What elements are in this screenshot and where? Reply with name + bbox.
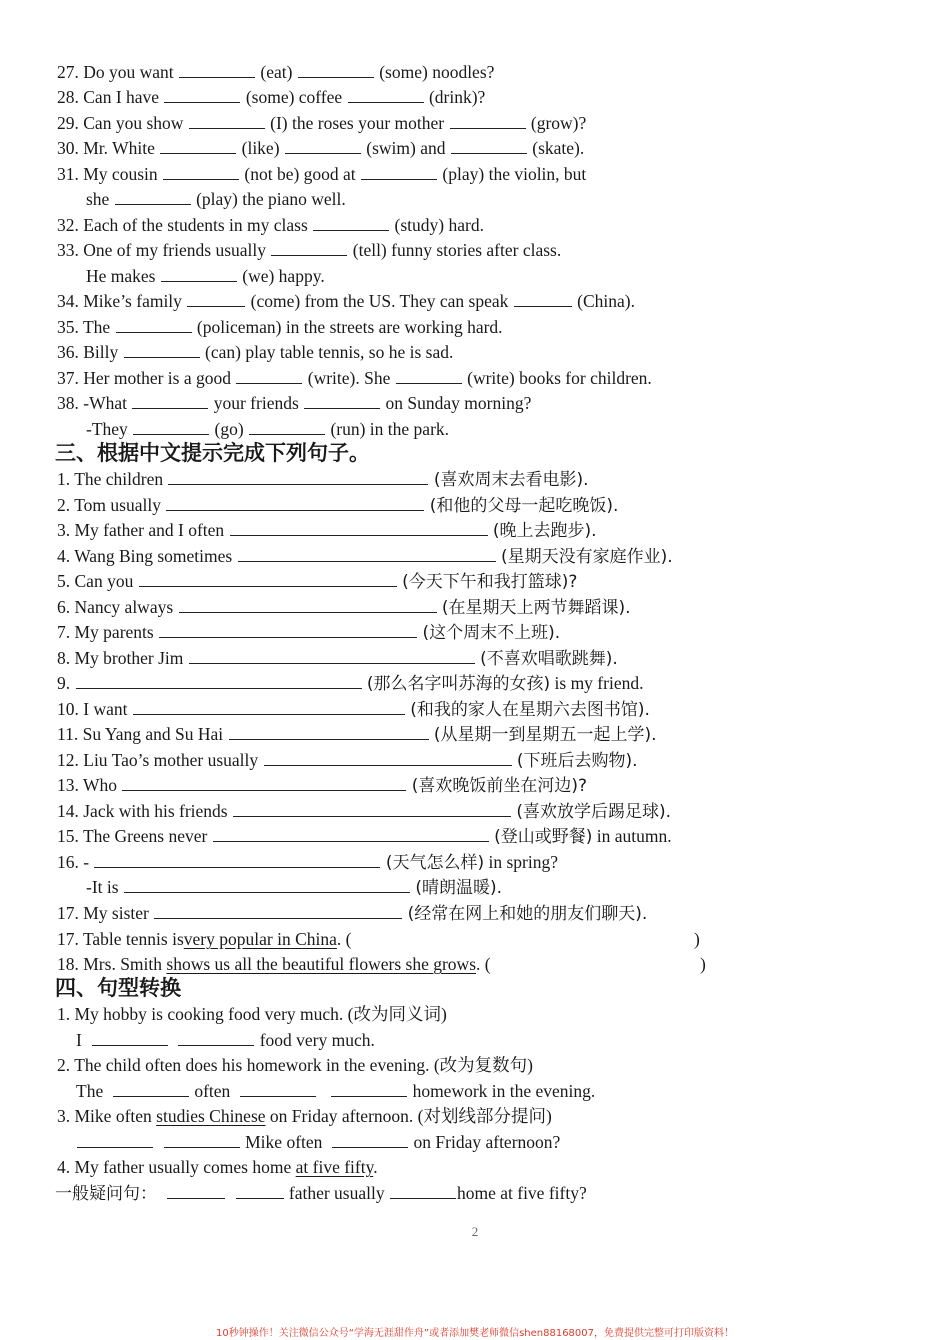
question-text: Liu Tao’s mother usually <box>83 750 259 770</box>
question-text: (not be) good at <box>244 164 356 184</box>
question-text: (I) the roses your mother <box>270 113 445 133</box>
underlined-phrase: studies Chinese <box>156 1106 266 1126</box>
answer-blank[interactable] <box>168 467 428 485</box>
answer-blank[interactable] <box>77 1130 153 1148</box>
question-number: 14. <box>57 801 79 821</box>
question-text: (eat) <box>260 62 293 82</box>
question-text: The Greens never <box>82 826 208 846</box>
answer-blank[interactable] <box>332 1130 408 1148</box>
question-text: (come) from the US. They can speak <box>250 291 509 311</box>
question-number: 13. <box>57 775 79 795</box>
question-text: Table tennis is <box>82 929 184 949</box>
chinese-hint: (那么名字叫苏海的女孩) <box>366 674 551 694</box>
question-text: Do you want <box>83 62 174 82</box>
question-number: 32. <box>57 215 79 235</box>
answer-blank[interactable] <box>154 901 402 919</box>
answer-blank[interactable] <box>122 773 406 791</box>
answer-blank[interactable] <box>189 646 475 664</box>
question-text: in spring? <box>488 852 558 872</box>
answer-blank[interactable] <box>236 1181 284 1199</box>
answer-blank[interactable] <box>179 595 437 613</box>
question-text: The <box>76 1081 104 1101</box>
question-text: often <box>194 1081 231 1101</box>
answer-blank[interactable] <box>514 289 572 307</box>
question-number: 34. <box>57 291 79 311</box>
section-3-item <box>57 594 631 620</box>
question-number: 1. <box>57 469 71 489</box>
section-3-item <box>57 568 577 594</box>
question-text: Tom usually <box>74 495 161 515</box>
question-text: . ( <box>336 929 352 949</box>
answer-blank[interactable] <box>390 1181 456 1199</box>
answer-blank[interactable] <box>139 569 397 587</box>
question-text: Can you show <box>83 113 184 133</box>
question-number: 36. <box>57 342 79 362</box>
answer-blank[interactable] <box>396 366 462 384</box>
question-text: My brother Jim <box>74 648 184 668</box>
question-number: 5. <box>57 571 71 591</box>
question-number: 30. <box>57 138 79 158</box>
question-text: Can I have <box>83 87 160 107</box>
question-text: (run) in the park. <box>330 419 450 439</box>
question-text: . <box>373 1157 378 1177</box>
question-text: He makes <box>86 266 156 286</box>
chinese-hint: (登山或野餐) <box>494 827 593 847</box>
section-3-item <box>57 619 560 645</box>
question-number: 15. <box>57 826 79 846</box>
answer-blank[interactable] <box>124 875 410 893</box>
chinese-hint: (这个周末不上班). <box>422 623 561 643</box>
question-number: 3. <box>57 1106 71 1126</box>
chinese-hint: (喜欢晚饭前坐在河边)? <box>411 776 588 796</box>
answer-blank[interactable] <box>240 1079 316 1097</box>
question-text: Who <box>82 775 117 795</box>
section-3-item <box>57 823 672 849</box>
question-text: -What <box>83 393 127 413</box>
section-4-q2 <box>57 1052 533 1078</box>
question-number: 38. <box>57 393 79 413</box>
question-label: 一般疑问句： <box>55 1184 157 1204</box>
answer-blank[interactable] <box>133 417 209 435</box>
answer-blank[interactable] <box>116 315 192 333</box>
section-4-q1-line2 <box>76 1027 375 1053</box>
section-3-item <box>57 747 638 773</box>
section-3-heading: 三、根据中文提示完成下列句子。 <box>55 441 370 465</box>
question-number: 4. <box>57 546 71 566</box>
question-number: 11. <box>57 724 79 744</box>
question-number: 4. <box>57 1157 71 1177</box>
question-text: (drink)? <box>428 87 486 107</box>
answer-blank[interactable] <box>271 238 347 256</box>
question-text: (some) coffee <box>245 87 343 107</box>
question-27 <box>57 59 494 85</box>
section-4-q3 <box>57 1103 552 1129</box>
question-text: -They <box>86 419 128 439</box>
question-text: Mr. White <box>83 138 155 158</box>
answer-blank[interactable] <box>213 824 489 842</box>
question-text: (play) the piano well. <box>196 189 346 209</box>
answer-blank[interactable] <box>285 136 361 154</box>
section-3-item <box>57 849 558 875</box>
question-number: 28. <box>57 87 79 107</box>
question-text: your friends <box>213 393 299 413</box>
section-4-heading: 四、句型转换 <box>55 976 181 1000</box>
chinese-hint: (今天下午和我打篮球)? <box>402 572 578 592</box>
question-text: Each of the students in my class <box>83 215 308 235</box>
question-number: 9. <box>57 673 71 693</box>
chinese-hint: (天气怎么样) <box>385 853 485 873</box>
question-number: 12. <box>57 750 79 770</box>
section-3-item-17b <box>57 926 351 952</box>
answer-blank[interactable] <box>132 391 208 409</box>
section-3-item <box>86 874 502 900</box>
question-number: 8. <box>57 648 71 668</box>
underlined-phrase: shows us all the beautiful flowers she grows <box>166 954 477 974</box>
answer-blank[interactable] <box>179 60 255 78</box>
answer-blank[interactable] <box>160 136 236 154</box>
answer-blank[interactable] <box>164 85 240 103</box>
section-4-q4-line2 <box>55 1180 587 1206</box>
question-text: (like) <box>241 138 280 158</box>
section-3-item <box>57 645 618 671</box>
question-33-line2 <box>86 263 325 289</box>
question-29 <box>57 110 586 136</box>
question-text: My parents <box>74 622 154 642</box>
answer-blank[interactable] <box>230 518 488 536</box>
question-text: (write). She <box>307 368 391 388</box>
answer-blank[interactable] <box>233 799 511 817</box>
answer-blank[interactable] <box>167 1181 225 1199</box>
question-33 <box>57 237 561 263</box>
question-text: One of my friends usually <box>83 240 266 260</box>
underlined-phrase: very popular in China <box>183 929 337 949</box>
answer-blank[interactable] <box>238 544 496 562</box>
section-4-q2-line2 <box>76 1078 595 1104</box>
question-text: -It is <box>86 877 119 897</box>
answer-blank[interactable] <box>236 366 302 384</box>
question-text: father usually <box>288 1183 385 1203</box>
answer-blank[interactable] <box>264 748 512 766</box>
question-37 <box>57 365 652 391</box>
question-number: 33. <box>57 240 79 260</box>
answer-blank[interactable] <box>348 85 424 103</box>
question-number: 17. <box>57 929 79 949</box>
question-text: homework in the evening. <box>412 1081 596 1101</box>
question-text: she <box>86 189 110 209</box>
question-text: (can) play table tennis, so he is sad. <box>205 342 454 362</box>
question-text: Nancy always <box>74 597 174 617</box>
answer-blank[interactable] <box>298 60 374 78</box>
answer-blank[interactable] <box>361 162 437 180</box>
question-text: Mike often <box>74 1106 152 1126</box>
question-34 <box>57 288 635 314</box>
question-30 <box>57 135 584 161</box>
section-3-item <box>57 543 673 569</box>
chinese-hint: (经常在网上和她的朋友们聊天). <box>407 904 648 924</box>
section-3-item <box>57 772 587 798</box>
question-number: 7. <box>57 622 71 642</box>
footer-note: 10秒钟操作！关注微信公众号“学海无涯甜作舟”或者添加樊老师微信shen88168007，免费提供完整可打印版资料！ <box>215 1328 735 1339</box>
page-number: 2 <box>471 1224 479 1239</box>
question-text: (grow)? <box>530 113 587 133</box>
question-text: Billy <box>83 342 119 362</box>
question-text: (write) books for children. <box>467 368 652 388</box>
question-number: 29. <box>57 113 79 133</box>
question-text: The child often does his homework in the evening. (改为复数句) <box>74 1055 533 1075</box>
question-36 <box>57 339 453 365</box>
answer-blank[interactable] <box>189 111 265 129</box>
question-number: 2. <box>57 495 71 515</box>
answer-blank[interactable] <box>451 136 527 154</box>
chinese-hint: (晴朗温暖). <box>415 878 502 898</box>
answer-blank[interactable] <box>187 289 245 307</box>
chinese-hint: (和我的家人在星期六去图书馆). <box>410 700 650 720</box>
section-3-item <box>57 670 643 696</box>
question-text: (China). <box>577 291 635 311</box>
closing-paren: ) <box>694 929 700 949</box>
question-text: My father and I often <box>74 520 225 540</box>
question-text: The <box>82 317 111 337</box>
question-text: My cousin <box>83 164 158 184</box>
question-text: Her mother is a good <box>83 368 231 388</box>
answer-blank[interactable] <box>178 1028 254 1046</box>
answer-blank[interactable] <box>450 111 526 129</box>
question-number: 6. <box>57 597 71 617</box>
question-number: 27. <box>57 62 79 82</box>
question-text: I want <box>83 699 128 719</box>
question-text: (we) happy. <box>242 266 325 286</box>
question-text: . ( <box>476 954 491 974</box>
answer-blank[interactable] <box>115 187 191 205</box>
question-number: 1. <box>57 1004 71 1024</box>
chinese-hint: (星期天没有家庭作业). <box>500 547 673 567</box>
chinese-hint: (在星期天上两节舞蹈课). <box>441 598 631 618</box>
answer-blank[interactable] <box>304 391 380 409</box>
question-28 <box>57 84 485 110</box>
question-text: (tell) funny stories after class. <box>352 240 562 260</box>
question-text: (some) noodles? <box>379 62 495 82</box>
answer-blank[interactable] <box>249 417 325 435</box>
answer-blank[interactable] <box>124 340 200 358</box>
question-text: My sister <box>83 903 149 923</box>
question-text: I <box>76 1030 82 1050</box>
question-number: 10. <box>57 699 79 719</box>
section-3-item <box>57 721 657 747</box>
question-number: 2. <box>57 1055 71 1075</box>
chinese-hint: (下班后去购物). <box>516 751 638 771</box>
answer-blank[interactable] <box>113 1079 189 1097</box>
section-3-item <box>57 492 618 518</box>
question-number: 17. <box>57 903 79 923</box>
question-text: Mike often <box>245 1132 323 1152</box>
chinese-hint: (喜欢放学后踢足球). <box>516 802 672 822</box>
question-text: Can you <box>74 571 134 591</box>
question-text: Jack with his friends <box>83 801 228 821</box>
section-3-item <box>57 798 671 824</box>
question-text: (play) the violin, but <box>442 164 587 184</box>
answer-blank[interactable] <box>133 697 405 715</box>
question-31 <box>57 161 586 187</box>
answer-blank[interactable] <box>331 1079 407 1097</box>
answer-blank[interactable] <box>313 213 389 231</box>
section-3-item <box>57 517 597 543</box>
question-text: Mrs. Smith <box>83 954 163 974</box>
chinese-hint: (喜欢周末去看电影). <box>433 470 589 490</box>
question-text: Wang Bing sometimes <box>74 546 233 566</box>
question-text: (study) hard. <box>394 215 484 235</box>
chinese-hint: (和他的父母一起吃晚饭). <box>429 496 619 516</box>
question-number: 16. <box>57 852 79 872</box>
answer-blank[interactable] <box>164 1130 240 1148</box>
question-text: in autumn. <box>596 826 672 846</box>
question-text: (policeman) in the streets are working hard. <box>196 317 503 337</box>
section-3-item <box>57 696 650 722</box>
question-number: 37. <box>57 368 79 388</box>
question-text: on Sunday morning? <box>385 393 532 413</box>
answer-blank[interactable] <box>76 671 362 689</box>
question-text: Su Yang and Su Hai <box>82 724 224 744</box>
question-text: on Friday afternoon. (对划线部分提问) <box>269 1106 552 1126</box>
section-4-q1 <box>57 1001 447 1027</box>
question-text: My father usually comes home <box>74 1157 292 1177</box>
question-text: is my friend. <box>554 673 644 693</box>
question-35 <box>57 314 503 340</box>
question-text: - <box>83 852 90 872</box>
question-number: 18. <box>57 954 79 974</box>
question-text: on Friday afternoon? <box>413 1132 561 1152</box>
question-number: 3. <box>57 520 71 540</box>
underlined-phrase: at five fifty <box>295 1157 374 1177</box>
answer-blank[interactable] <box>92 1028 168 1046</box>
chinese-hint: (从星期一到星期五一起上学). <box>433 725 657 745</box>
section-3-item <box>57 900 647 926</box>
question-text: Mike’s family <box>83 291 182 311</box>
question-text: (swim) and <box>366 138 446 158</box>
answer-blank[interactable] <box>163 162 239 180</box>
section-4-q4 <box>57 1154 378 1180</box>
question-text: The children <box>74 469 164 489</box>
question-31-line2 <box>86 186 346 212</box>
question-38 <box>57 390 531 416</box>
chinese-hint: (晚上去跑步). <box>492 521 597 541</box>
question-text: (skate). <box>532 138 585 158</box>
question-32 <box>57 212 484 238</box>
answer-blank[interactable] <box>94 850 380 868</box>
chinese-hint: (不喜欢唱歌跳舞). <box>480 649 618 669</box>
section-3-item <box>57 466 589 492</box>
question-text: (go) <box>214 419 244 439</box>
answer-blank[interactable] <box>229 722 429 740</box>
section-4-q3-line2 <box>76 1129 560 1155</box>
question-number: 35. <box>57 317 79 337</box>
closing-paren: ) <box>700 954 706 974</box>
question-text: food very much. <box>259 1030 375 1050</box>
question-number: 31. <box>57 164 79 184</box>
answer-blank[interactable] <box>166 493 424 511</box>
answer-blank[interactable] <box>159 620 417 638</box>
question-text: home at five fifty? <box>456 1183 587 1203</box>
question-text: My hobby is cooking food very much. (改为同义词) <box>74 1004 447 1024</box>
answer-blank[interactable] <box>161 264 237 282</box>
